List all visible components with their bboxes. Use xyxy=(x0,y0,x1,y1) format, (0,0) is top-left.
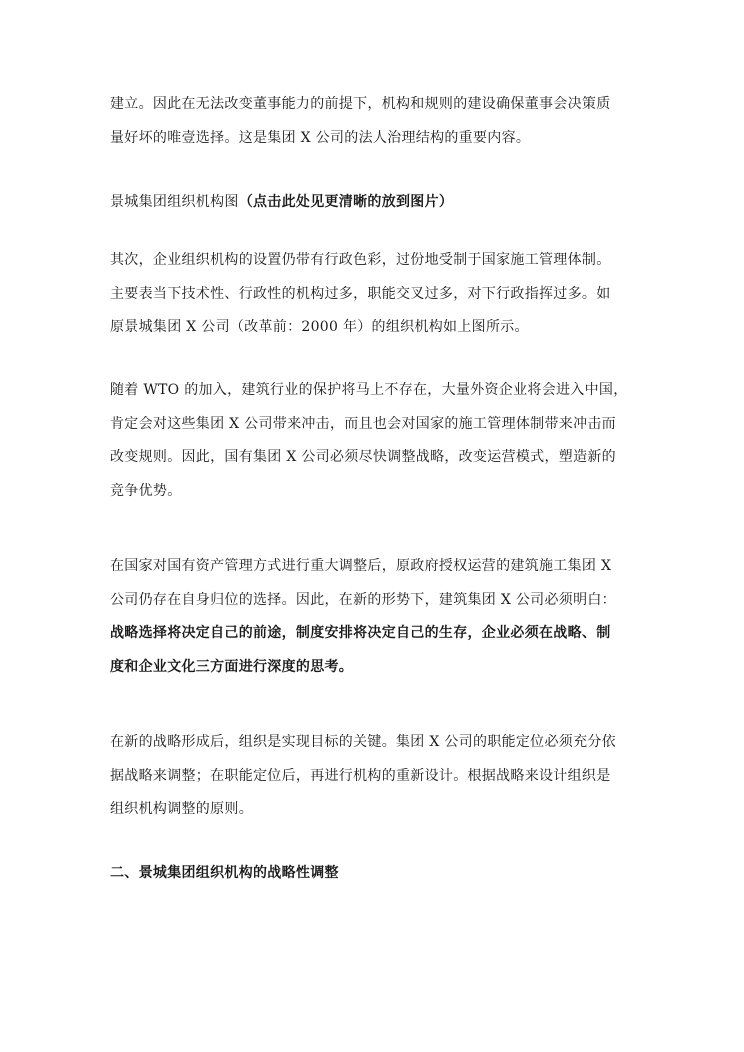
emphasis-line: 度和企业文化三方面进行深度的思考。 xyxy=(110,658,354,675)
paragraph-wto-impact xyxy=(110,374,636,508)
text-line: 肯定会对这些集团 X 公司带来冲击，而且也会对国家的施工管理体制带来冲击而 xyxy=(110,415,616,432)
paragraph-strategy-choice xyxy=(110,550,636,684)
text-line: 其次，企业组织机构的设置仍带有行政色彩，过份地受制于国家施工管理体制。 xyxy=(110,252,611,268)
text-line: 改变规则。因此，国有集团 X 公司必须尽快调整战略，改变运营模式，塑造新的 xyxy=(110,449,616,465)
text-line: 组织机构调整的原则。 xyxy=(110,801,253,817)
text-line: 随着 WTO 的加入，建筑行业的保护将马上不存在，大量外资企业将会进入中国， xyxy=(110,382,628,398)
text-line: 据战略来调整；在职能定位后，再进行机构的重新设计。根据战略来设计组织是 xyxy=(110,767,611,784)
caption-line xyxy=(110,186,636,220)
text-line: 原景城集团 X 公司（改革前：2000 年）的组织机构如上图所示。 xyxy=(110,319,529,335)
text-line: 在国家对国有资产管理方式进行重大调整后，原政府授权运营的建筑施工集团 X xyxy=(110,558,612,574)
paragraph-admin-structure xyxy=(110,244,636,345)
text-line: 公司仍存在自身归位的选择。因此，在新的形势下，建筑集团 X 公司必须明白： xyxy=(110,591,616,608)
text-line: 建立。因此在无法改变董事能力的前提下，机构和规则的建设确保董事会决策质 xyxy=(110,96,611,112)
text-line: 竞争优势。 xyxy=(110,482,182,499)
paragraph-organization-design xyxy=(110,726,636,827)
figure-caption xyxy=(110,186,636,220)
emphasis-line: 战略选择将决定自己的前途，制度安排将决定自己的生存，企业必须在战略、制 xyxy=(110,625,611,641)
section-heading: 二、景城集团组织机构的战略性调整 xyxy=(110,865,339,881)
text-line: 主要表当下技术性、行政性的机构过多，职能交叉过多，对下行政指挥过多。如 xyxy=(110,285,611,302)
text-line: 量好坏的唯壹选择。这是集团 X 公司的法人治理结构的重要内容。 xyxy=(110,129,531,146)
text-line: 在新的战略形成后，组织是实现目标的关键。集团 X 公司的职能定位必须充分依 xyxy=(110,734,616,750)
caption-text: 景城集团组织机构图 xyxy=(110,194,239,210)
image-link[interactable]: （点击此处见更清晰的放到图片） xyxy=(238,194,454,210)
paragraph-board-rules xyxy=(110,88,636,155)
